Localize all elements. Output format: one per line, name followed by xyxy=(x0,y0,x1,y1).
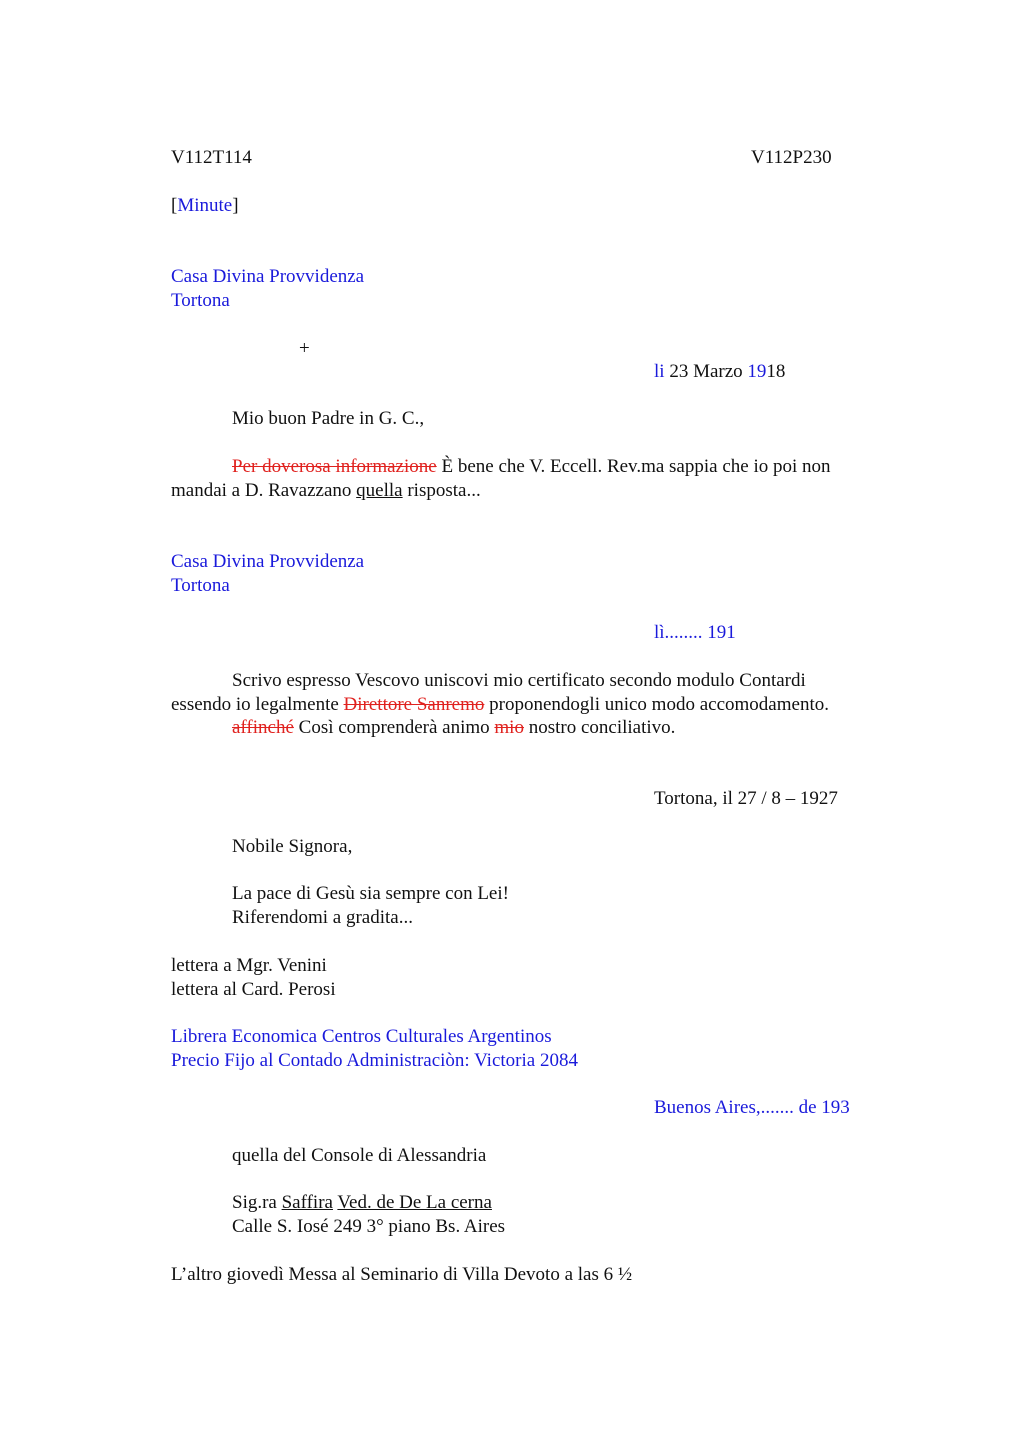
right-code: V112P230 xyxy=(751,147,832,168)
underlined-text: Ved. de De La cerna xyxy=(337,1192,492,1213)
letter-2-line-2: essendo io legalmente Direttore Sanremo proponendogli unico modo accomodamento. xyxy=(171,694,829,715)
address-line-2: Calle S. Iosé 249 3° piano Bs. Aires xyxy=(232,1216,506,1237)
letter-2-line-3: affinché Così comprenderà animo mio nostro conciliativo. xyxy=(232,717,676,738)
struck-text: mio xyxy=(494,717,524,738)
letter-1-line-1: Per doverosa informazione È bene che V. Eccell. Rev.ma sappia che io poi non xyxy=(232,456,831,477)
left-code: V112T114 xyxy=(171,147,252,168)
letterhead-1-line-2: Tortona xyxy=(171,290,230,311)
letter-3-salutation: Nobile Signora, xyxy=(232,836,353,857)
footer-note: L’altro giovedì Messa al Seminario di Villa Devoto a las 6 ½ xyxy=(171,1264,633,1285)
letterhead-3-line-2: Precio Fijo al Contado Administraciòn: Victoria 2084 xyxy=(171,1050,578,1071)
note-line-2: lettera al Card. Perosi xyxy=(171,979,336,1000)
letter-3-line-2: Riferendomi a gradita... xyxy=(232,907,413,928)
date-1: li 23 Marzo 1918 xyxy=(654,361,786,382)
date-4: Buenos Aires,....... de 193 xyxy=(654,1097,850,1118)
letterhead-2-line-2: Tortona xyxy=(171,575,230,596)
minute-word: Minute xyxy=(177,195,233,216)
address-line-1: Sig.ra Saffira Ved. de De La cerna xyxy=(232,1192,492,1213)
underlined-text: quella xyxy=(356,480,403,501)
letterhead-3-line-1: Librera Economica Centros Culturales Argentinos xyxy=(171,1026,552,1047)
letter-2-line-1: Scrivo espresso Vescovo uniscovi mio certificato secondo modulo Contardi xyxy=(232,670,806,691)
letter-4-line-1: quella del Console di Alessandria xyxy=(232,1145,487,1166)
letter-1-salutation: Mio buon Padre in G. C., xyxy=(232,408,425,429)
letter-1-line-2: mandai a D. Ravazzano quella risposta... xyxy=(171,480,481,501)
letterhead-1-line-1: Casa Divina Provvidenza xyxy=(171,266,365,287)
struck-text: Direttore Sanremo xyxy=(343,694,485,715)
minute-label: [Minute] xyxy=(171,195,239,216)
cross-symbol: + xyxy=(299,338,310,359)
letter-3-line-1: La pace di Gesù sia sempre con Lei! xyxy=(232,883,509,904)
date-2: lì........ 191 xyxy=(654,622,736,643)
underlined-text: Saffira xyxy=(281,1192,333,1213)
date-3: Tortona, il 27 / 8 – 1927 xyxy=(654,788,838,809)
note-line-1: lettera a Mgr. Venini xyxy=(171,955,327,976)
struck-text: Per doverosa informazione xyxy=(232,456,437,477)
struck-text: affinché xyxy=(232,717,294,738)
letterhead-2-line-1: Casa Divina Provvidenza xyxy=(171,551,365,572)
